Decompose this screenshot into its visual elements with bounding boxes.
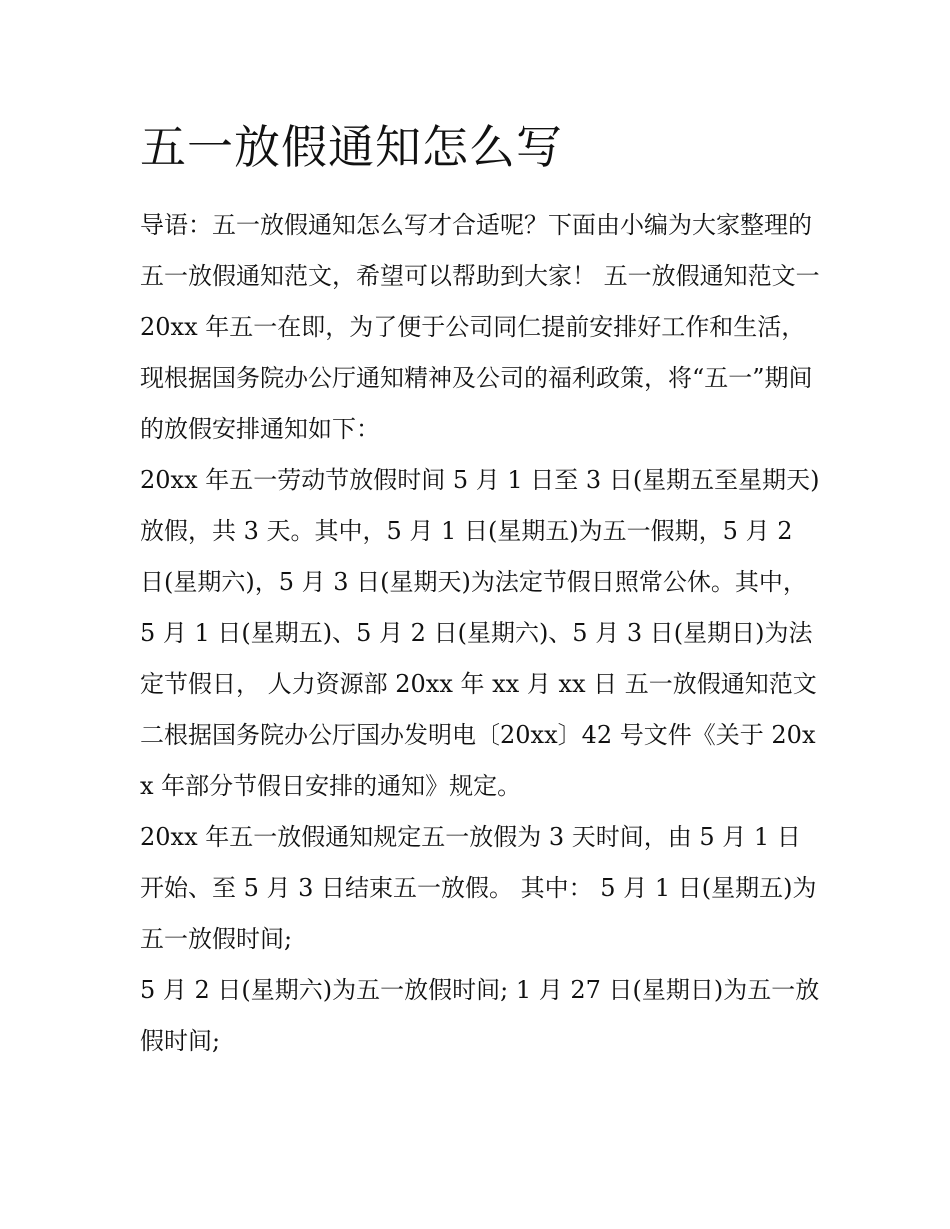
paragraph-notice-opening: 20xx 年五一在即，为了便于公司同仁提前安排好工作和生活，现根据国务院办公厅通知精神及公司的福利政策，将“五一”期间的放假安排通知如下： xyxy=(140,313,813,443)
document-page xyxy=(140,116,820,1067)
paragraph-holiday-dates: 5 月 2 日(星期六)为五一放假时间; 1 月 27 日(星期日)为五一放假时间; xyxy=(140,976,820,1055)
paragraph-intro: 导语：五一放假通知怎么写才合适呢？下面由小编为大家整理的五一放假通知范文，希望可以帮助到大家！ 五一放假通知范文一 xyxy=(140,211,820,290)
paragraph-holiday-rule: 20xx 年五一放假通知规定五一放假为 3 天时间，由 5 月 1 日开始、至 5 月 3 日结束五一放假。 其中： 5 月 1 日(星期五)为五一放假时间; xyxy=(140,823,817,953)
paragraph-holiday-schedule: 20xx 年五一劳动节放假时间 5 月 1 日至 3 日(星期五至星期天)放假，共 3 天。其中，5 月 1 日(星期五)为五一假期，5 月 2 日(星期六)，5 月 3 日(星期天)为法定节假日照常公休。其中，5 月 1 日(星期五)、5 月 2 日(星期六)、5 月 3 日(星期日)为法定节假日， 人力资源部 20xx 年 xx 月 xx 日 五一放假通知范文二根据国务院办公厅国办发明电〔20xx〕42 号文件《关于 20xx 年部分节假日安排的通知》规定。 xyxy=(140,466,820,800)
document-title: 五一放假通知怎么写 xyxy=(140,120,563,174)
